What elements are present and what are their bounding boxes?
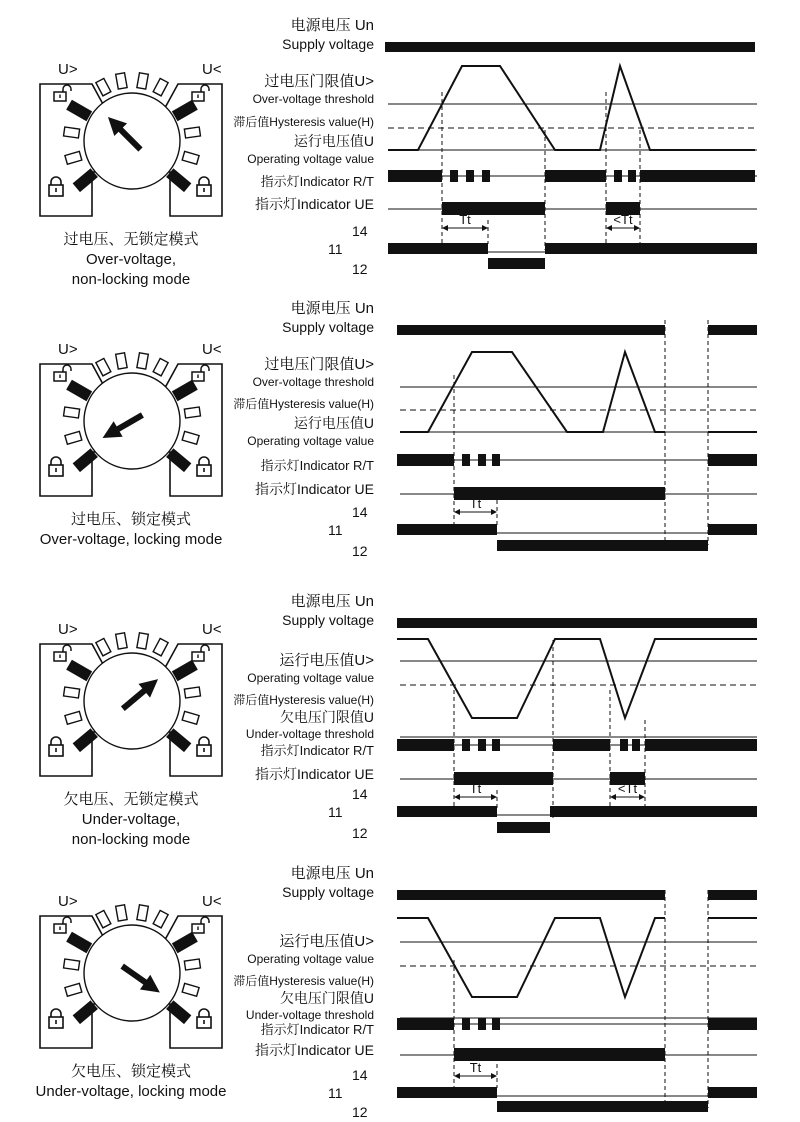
indicator-rt-flash xyxy=(632,739,640,751)
dial-tick-mark xyxy=(137,633,148,649)
dial-label-over: U> xyxy=(58,61,78,78)
label-operating-en: Operating voltage value xyxy=(247,671,374,685)
terminal-14: 14 xyxy=(352,786,368,802)
dial-tick-mark xyxy=(116,353,127,369)
indicator-rt-flash xyxy=(478,739,486,751)
label-supply-cn: 电源电压 Un xyxy=(290,300,374,317)
mode-caption-en-line1: Over-voltage, locking mode xyxy=(39,531,223,548)
indicator-rt-flash xyxy=(492,1018,500,1030)
dial-label-over: U> xyxy=(58,341,78,358)
label-threshold-cn: 欠电压门限值U xyxy=(279,990,374,1006)
supply-voltage-bar xyxy=(708,890,757,900)
indicator-rt-flash xyxy=(492,454,500,466)
dial-tick-mark xyxy=(64,407,80,418)
label-indicator-ue: 指示灯Indicator UE xyxy=(254,1042,374,1058)
relay-contact-12 xyxy=(497,540,708,551)
label-supply-cn: 电源电压 Un xyxy=(290,593,374,610)
selector-dial xyxy=(40,341,223,548)
label-threshold-en: Under-voltage threshold xyxy=(245,1008,374,1022)
dial-tick-mark xyxy=(153,910,168,927)
terminal-12: 12 xyxy=(352,1104,368,1120)
dial-tick-mark xyxy=(153,638,168,655)
dial-label-over: U> xyxy=(58,893,78,910)
delay-arrowhead xyxy=(491,509,497,515)
supply-voltage-bar xyxy=(397,890,665,900)
label-threshold-cn: 过电压门限值U> xyxy=(264,73,374,90)
relay-contact-14 xyxy=(397,806,497,817)
delay-arrowhead xyxy=(454,794,460,800)
dial-tick-mark xyxy=(153,358,168,375)
indicator-rt-flash xyxy=(478,1018,486,1030)
voltage-waveform xyxy=(400,352,665,432)
indicator-ue-on xyxy=(454,487,665,500)
label-supply-en: Supply voltage xyxy=(282,36,374,52)
dial-tick-mark xyxy=(137,905,148,921)
mode-caption-en-line2: non-locking mode xyxy=(71,831,191,848)
dial-label-under: U< xyxy=(202,893,222,910)
selector-dial xyxy=(40,621,222,848)
label-indicator-rt: 指示灯Indicator R/T xyxy=(260,458,374,473)
label-operating-cn: 运行电压值U> xyxy=(279,933,374,950)
label-hysteresis: 滞后值Hysteresis value(H) xyxy=(233,693,374,707)
dial-tick-mark xyxy=(96,638,111,655)
delay-arrowhead xyxy=(606,225,612,231)
dial-tick-mark xyxy=(64,687,80,698)
delay-label: <Tt xyxy=(613,212,633,227)
dial-tick-mark xyxy=(96,78,111,95)
relay-contact-12 xyxy=(497,1101,708,1112)
delay-label: Tt xyxy=(459,212,471,227)
dial-label-under: U< xyxy=(202,61,222,78)
indicator-rt-flash xyxy=(482,170,490,182)
indicator-rt-flash xyxy=(462,1018,470,1030)
label-operating-en: Operating voltage value xyxy=(247,952,374,966)
mode-caption-cn: 欠电压、锁定模式 xyxy=(70,1063,192,1080)
relay-contact-12 xyxy=(488,258,545,269)
mode-caption-en-line1: Over-voltage, xyxy=(85,251,177,268)
label-operating-cn: 运行电压值U xyxy=(293,133,374,149)
relay-contact-14 xyxy=(388,243,488,254)
indicator-rt-flash xyxy=(462,739,470,751)
indicator-rt-flash xyxy=(492,739,500,751)
dial-tick-mark xyxy=(64,127,80,138)
dial-tick-mark xyxy=(116,73,127,89)
dial-tick-mark xyxy=(137,73,148,89)
relay-contact-14 xyxy=(545,243,757,254)
dial-tick-mark xyxy=(184,127,200,138)
indicator-rt-on xyxy=(640,170,755,182)
label-threshold-en: Over-voltage threshold xyxy=(252,375,374,389)
terminal-11: 11 xyxy=(328,804,343,820)
dial-tick-mark xyxy=(153,78,168,95)
mode-caption-en-line2: non-locking mode xyxy=(71,271,191,288)
indicator-rt-flash xyxy=(620,739,628,751)
dial-tick-mark xyxy=(96,358,111,375)
voltage-waveform xyxy=(397,918,665,997)
dial-tick-mark xyxy=(116,905,127,921)
terminal-11: 11 xyxy=(328,522,343,538)
mode-caption-cn: 过电压、无锁定模式 xyxy=(63,231,199,248)
delay-arrowhead xyxy=(491,1073,497,1079)
label-indicator-ue: 指示灯Indicator UE xyxy=(254,196,374,212)
dial-tick-mark xyxy=(64,959,80,970)
supply-voltage-bar xyxy=(397,325,665,335)
delay-arrowhead xyxy=(454,509,460,515)
terminal-14: 14 xyxy=(352,504,368,520)
label-hysteresis: 滞后值Hysteresis value(H) xyxy=(233,115,374,129)
indicator-rt-flash xyxy=(450,170,458,182)
supply-voltage-bar xyxy=(385,42,755,52)
label-supply-en: Supply voltage xyxy=(282,612,374,628)
terminal-14: 14 xyxy=(352,1067,368,1083)
terminal-14: 14 xyxy=(352,223,368,239)
dial-label-under: U< xyxy=(202,341,222,358)
terminal-12: 12 xyxy=(352,261,368,277)
indicator-ue-on xyxy=(454,1048,665,1061)
delay-arrowhead xyxy=(639,794,645,800)
label-hysteresis: 滞后值Hysteresis value(H) xyxy=(233,974,374,988)
indicator-rt-flash xyxy=(462,454,470,466)
label-supply-cn: 电源电压 Un xyxy=(290,17,374,34)
delay-label: Tt xyxy=(469,496,482,511)
label-threshold-cn: 过电压门限值U> xyxy=(264,356,374,373)
terminal-11: 11 xyxy=(328,1085,343,1101)
relay-contact-14 xyxy=(550,806,757,817)
label-threshold-en: Under-voltage threshold xyxy=(245,727,374,741)
voltage-waveform xyxy=(397,639,757,718)
relay-contact-12 xyxy=(497,822,550,833)
mode-caption-en-line1: Under-voltage, locking mode xyxy=(35,1083,227,1100)
label-operating-cn: 运行电压值U xyxy=(293,415,374,431)
indicator-rt-on xyxy=(553,739,610,751)
indicator-rt-flash xyxy=(628,170,636,182)
supply-voltage-bar xyxy=(708,325,757,335)
label-operating-en: Operating voltage value xyxy=(247,434,374,448)
delay-arrowhead xyxy=(454,1073,460,1079)
timing-panel-2 xyxy=(233,299,757,559)
terminal-12: 12 xyxy=(352,825,368,841)
indicator-rt-on xyxy=(545,170,606,182)
delay-label: Tt xyxy=(469,781,482,796)
label-threshold-cn: 欠电压门限值U xyxy=(279,709,374,725)
timing-panel-1 xyxy=(233,16,757,277)
label-indicator-rt: 指示灯Indicator R/T xyxy=(260,1022,374,1037)
dial-label-under: U< xyxy=(202,621,222,638)
selector-dial xyxy=(40,61,222,288)
indicator-rt-on xyxy=(397,739,454,751)
relay-contact-14 xyxy=(708,1087,757,1098)
delay-arrowhead xyxy=(482,225,488,231)
indicator-rt-on xyxy=(708,454,757,466)
label-operating-cn: 运行电压值U> xyxy=(279,652,374,669)
indicator-rt-on xyxy=(397,1018,454,1030)
label-indicator-rt: 指示灯Indicator R/T xyxy=(260,743,374,758)
timing-panel-4 xyxy=(233,864,757,1120)
relay-contact-14 xyxy=(397,1087,497,1098)
indicator-rt-on xyxy=(645,739,757,751)
indicator-rt-on xyxy=(388,170,442,182)
dial-tick-mark xyxy=(137,353,148,369)
label-indicator-ue: 指示灯Indicator UE xyxy=(254,766,374,782)
timing-panel-3 xyxy=(233,592,757,841)
indicator-ue-on xyxy=(442,202,545,215)
terminal-12: 12 xyxy=(352,543,368,559)
dial-tick-mark xyxy=(184,959,200,970)
supply-voltage-bar xyxy=(397,618,757,628)
dial-tick-mark xyxy=(116,633,127,649)
delay-arrowhead xyxy=(634,225,640,231)
dial-tick-mark xyxy=(184,407,200,418)
delay-arrowhead xyxy=(442,225,448,231)
label-supply-cn: 电源电压 Un xyxy=(290,865,374,882)
indicator-rt-flash xyxy=(614,170,622,182)
relay-contact-14 xyxy=(708,524,757,535)
mode-caption-en-line1: Under-voltage, xyxy=(81,811,181,828)
label-hysteresis: 滞后值Hysteresis value(H) xyxy=(233,397,374,411)
dial-tick-mark xyxy=(184,687,200,698)
relay-contact-14 xyxy=(397,524,497,535)
indicator-rt-flash xyxy=(466,170,474,182)
terminal-11: 11 xyxy=(328,241,343,257)
label-supply-en: Supply voltage xyxy=(282,319,374,335)
delay-label: <Tt xyxy=(617,781,638,796)
mode-caption-cn: 欠电压、无锁定模式 xyxy=(63,791,199,808)
indicator-rt-on xyxy=(708,1018,757,1030)
label-indicator-rt: 指示灯Indicator R/T xyxy=(260,174,374,189)
dial-tick-mark xyxy=(96,910,111,927)
indicator-rt-flash xyxy=(478,454,486,466)
delay-label: Tt xyxy=(469,1060,482,1075)
dial-label-over: U> xyxy=(58,621,78,638)
label-operating-en: Operating voltage value xyxy=(247,152,374,166)
voltage-waveform xyxy=(388,66,755,150)
mode-caption-cn: 过电压、锁定模式 xyxy=(70,511,192,528)
label-threshold-en: Over-voltage threshold xyxy=(252,92,374,106)
selector-dial xyxy=(36,893,227,1100)
delay-arrowhead xyxy=(491,794,497,800)
label-supply-en: Supply voltage xyxy=(282,884,374,900)
delay-arrowhead xyxy=(610,794,616,800)
indicator-rt-on xyxy=(397,454,454,466)
label-indicator-ue: 指示灯Indicator UE xyxy=(254,481,374,497)
